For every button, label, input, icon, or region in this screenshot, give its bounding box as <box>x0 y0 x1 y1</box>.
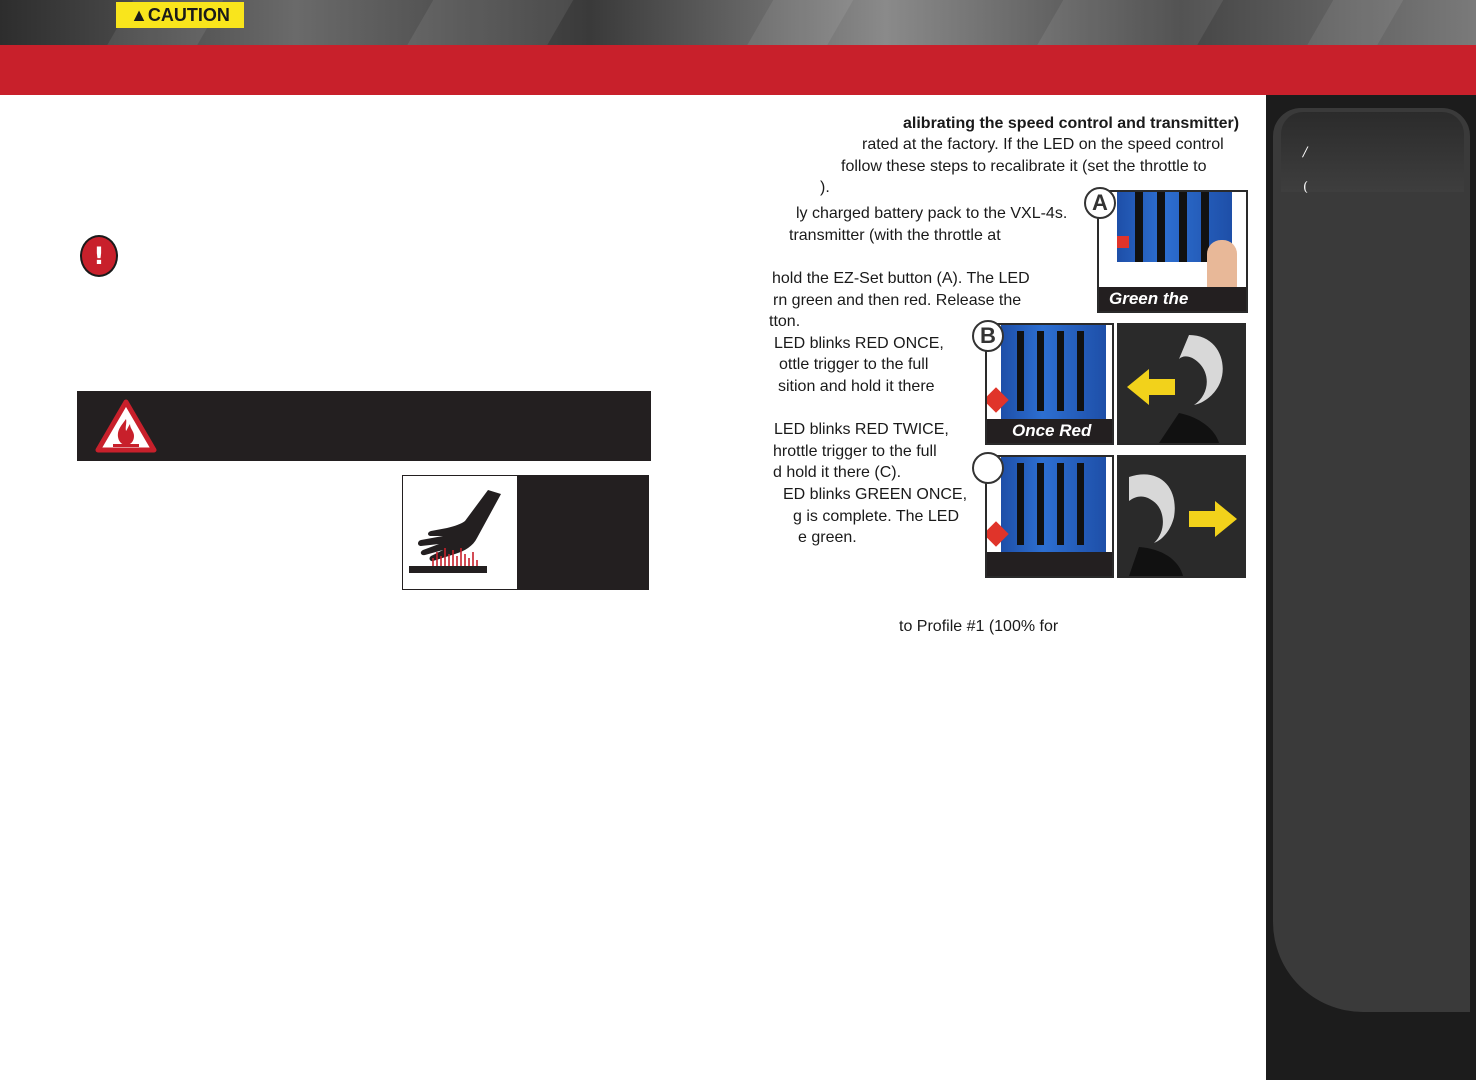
sidebar-panel <box>1273 108 1470 1012</box>
figure-b-badge: B <box>972 320 1004 352</box>
sidebar-panel-header <box>1281 112 1464 192</box>
step-line-14: e green. <box>798 529 857 546</box>
caution-line-3: Do not touch. <box>130 558 214 573</box>
intro-line-2: follow these steps to recalibrate it (set the throttle to <box>841 158 1207 175</box>
step-line-8: sition and hold it there <box>778 378 935 395</box>
step-line-5: tton. <box>769 313 801 330</box>
finger-image <box>1207 240 1237 292</box>
intro-line-3: ). <box>820 179 830 196</box>
caution-line-1: Burn hazard. <box>130 514 222 531</box>
caution-label-pictogram <box>403 476 517 589</box>
caution-header-text: CAUTION <box>147 5 230 25</box>
figure-b-photo <box>985 323 1114 445</box>
step-line-7: ottle trigger to the full <box>779 356 929 373</box>
step-line-2: transmitter (with the throttle at <box>789 227 1001 244</box>
hand-burn-icon <box>403 476 517 589</box>
figure-c-photo <box>985 455 1114 578</box>
trigger-image <box>1119 325 1244 443</box>
figure-a-badge: A <box>1084 187 1116 219</box>
trigger-image <box>1119 457 1244 576</box>
step-line-12: ED blinks GREEN ONCE, <box>783 486 968 503</box>
caution-label-text-area <box>517 476 648 589</box>
caution-label <box>402 475 649 590</box>
figure-c-caption <box>987 552 1112 576</box>
calibration-heading: alibrating the speed control and transmitter) <box>903 115 1240 132</box>
step-line-6: LED blinks RED ONCE, <box>774 335 944 352</box>
step-line-3: hold the EZ-Set button (A). The LED <box>772 270 1030 287</box>
step-line-4: rn green and then red. Release the <box>773 292 1022 309</box>
warning-bar <box>77 391 651 461</box>
fire-hazard-icon <box>95 399 157 453</box>
caution-line-2: Hot surface. <box>130 537 206 552</box>
step-line-1: ly charged battery pack to the VXL-4s. <box>796 205 1068 222</box>
figure-a-caption: Green the <box>1099 287 1246 311</box>
led-indicator <box>1117 236 1129 248</box>
header-red-bar <box>0 45 1476 95</box>
step-line-9: LED blinks RED TWICE, <box>774 421 949 438</box>
figure-b-caption: Once Red <box>987 419 1112 443</box>
intro-line-1: rated at the factory. If the LED on the speed control <box>862 136 1224 153</box>
profile-line: to Profile #1 (100% for <box>899 618 1059 635</box>
trigger-pull-photo <box>1117 323 1246 445</box>
step-line-10: hrottle trigger to the full <box>773 443 937 460</box>
step-line-13: g is complete. The LED <box>793 508 960 525</box>
arrow-right-icon <box>1189 501 1237 537</box>
caution-header <box>116 2 244 28</box>
figure-c-badge <box>972 452 1004 484</box>
arrow-left-icon <box>1127 369 1175 405</box>
caution-triangle-icon: ▲ <box>130 5 148 25</box>
step-line-11: d hold it there (C). <box>773 464 902 481</box>
exclamation-alert-icon: ! <box>80 235 118 277</box>
sidebar-text-line-1: / <box>1303 145 1308 160</box>
figure-a-photo <box>1097 190 1248 313</box>
trigger-push-photo <box>1117 455 1246 578</box>
sidebar-text-line-2: ( <box>1303 180 1309 195</box>
